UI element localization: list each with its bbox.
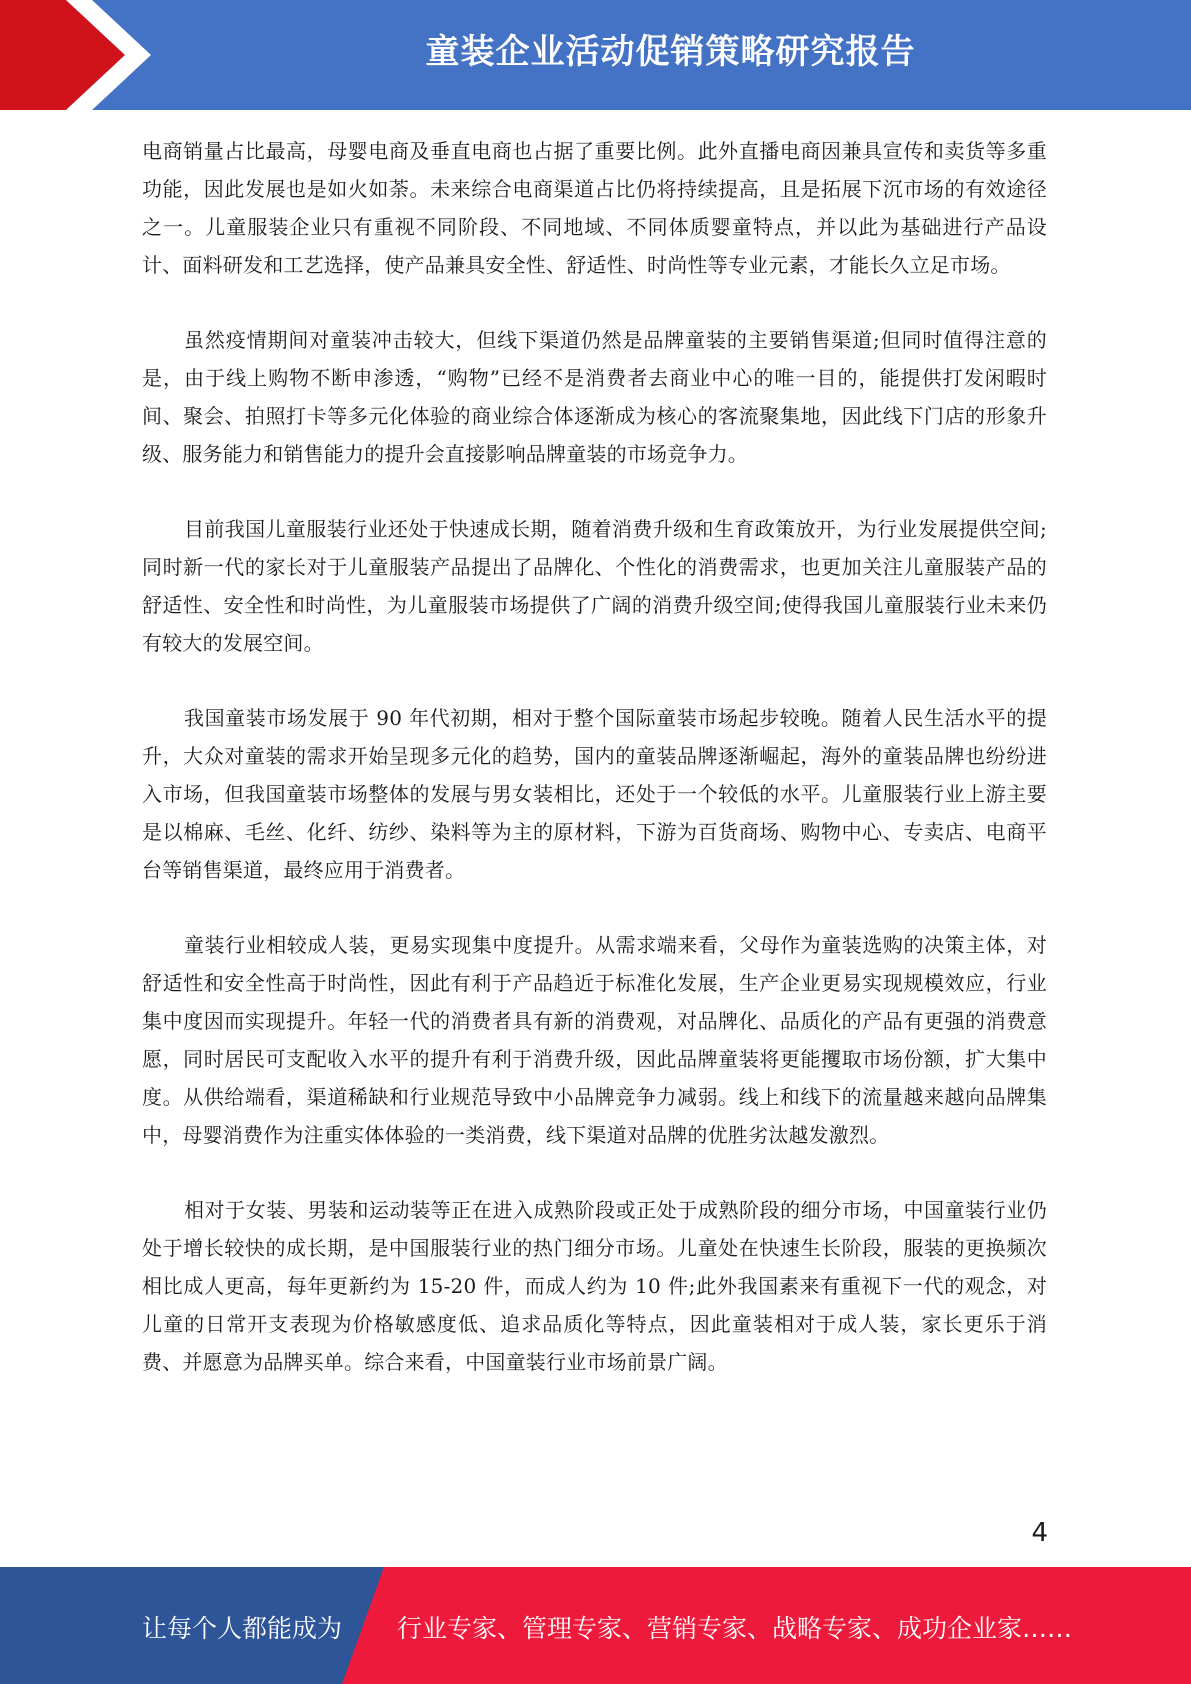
report-body [142,132,1047,1418]
paragraph-3: 目前我国儿童服装行业还处于快速成长期，随着消费升级和生育政策放开，为行业发展提供空间;同时新一代的家长对于儿童服装产品提出了品牌化、个性化的消费需求，也更加关注儿童服装产品的舒适性、安全性和时尚性，为儿童服装市场提供了广阔的消费升级空间;使得我国儿童服装行业未来仍有较大的发展空间。 [142,517,1047,655]
paragraph-6: 相对于女装、男装和运动装等正在进入成熟阶段或正处于成熟阶段的细分市场，中国童装行业仍处于增长较快的成长期，是中国服装行业的热门细分市场。儿童处在快速生长阶段，服装的更换频次相比成人更高，每年更新约为 15-20 件，而成人约为 10 件;此外我国素来有重视下一代的观念，对儿童的日常开支表现为价格敏感度低、追求品质化等特点，因此童装相对于成人装，家长更乐于消费、并愿意为品牌买单。综合来看，中国童装行业市场前景广阔。 [142,1198,1047,1374]
page-title: 童装企业活动促销策略研究报告 [425,32,916,72]
paragraph-5: 童装行业相较成人装，更易实现集中度提升。从需求端来看，父母作为童装选购的决策主体，对舒适性和安全性高于时尚性，因此有利于产品趋近于标准化发展，生产企业更易实现规模效应，行业集中度因而实现提升。年轻一代的消费者具有新的消费观，对品牌化、品质化的产品有更强的消费意愿，同时居民可支配收入水平的提升有利于消费升级，因此品牌童装将更能攫取市场份额，扩大集中度。从供给端看，渠道稀缺和行业规范导致中小品牌竞争力减弱。线上和线下的流量越来越向品牌集中，母婴消费作为注重实体体验的一类消费，线下渠道对品牌的优胜劣汰越发激烈。 [142,933,1047,1147]
paragraph-1: 电商销量占比最高，母婴电商及垂直电商也占据了重要比例。此外直播电商因兼具宣传和卖货等多重功能，因此发展也是如火如荼。未来综合电商渠道占比仍将持续提高，且是拓展下沉市场的有效途径之一。儿童服装企业只有重视不同阶段、不同地域、不同体质婴童特点，并以此为基础进行产品设计、面料研发和工艺选择，使产品兼具安全性、舒适性、时尚性等专业元素，才能长久立足市场。 [142,139,1047,277]
footer-slogan-right: 行业专家、管理专家、营销专家、战略专家、成功企业家…… [397,1614,1073,1643]
header-banner [0,0,1191,110]
paragraph-2: 虽然疫情期间对童装冲击较大，但线下渠道仍然是品牌童装的主要销售渠道;但同时值得注意的是，由于线上购物不断申渗透，“购物”已经不是消费者去商业中心的唯一目的，能提供打发闲暇时间、聚会、拍照打卡等多元化体验的商业综合体逐渐成为核心的客流聚集地，因此线下门店的形象升级、服务能力和销售能力的提升会直接影响品牌童装的市场竞争力。 [142,328,1047,466]
paragraph-4: 我国童装市场发展于 90 年代初期，相对于整个国际童装市场起步较晚。随着人民生活水平的提升，大众对童装的需求开始呈现多元化的趋势，国内的童装品牌逐渐崛起，海外的童装品牌也纷纷进入市场，但我国童装市场整体的发展与男女装相比，还处于一个较低的水平。儿童服装行业上游主要是以棉麻、毛丝、化纤、纺纱、染料等为主的原材料，下游为百货商场、购物中心、专卖店、电商平台等销售渠道，最终应用于消费者。 [142,706,1047,882]
page-number: 4 [1031,1518,1048,1548]
footer-slogan-left: 让每个人都能成为 [142,1614,343,1643]
footer-banner [0,1567,1191,1684]
